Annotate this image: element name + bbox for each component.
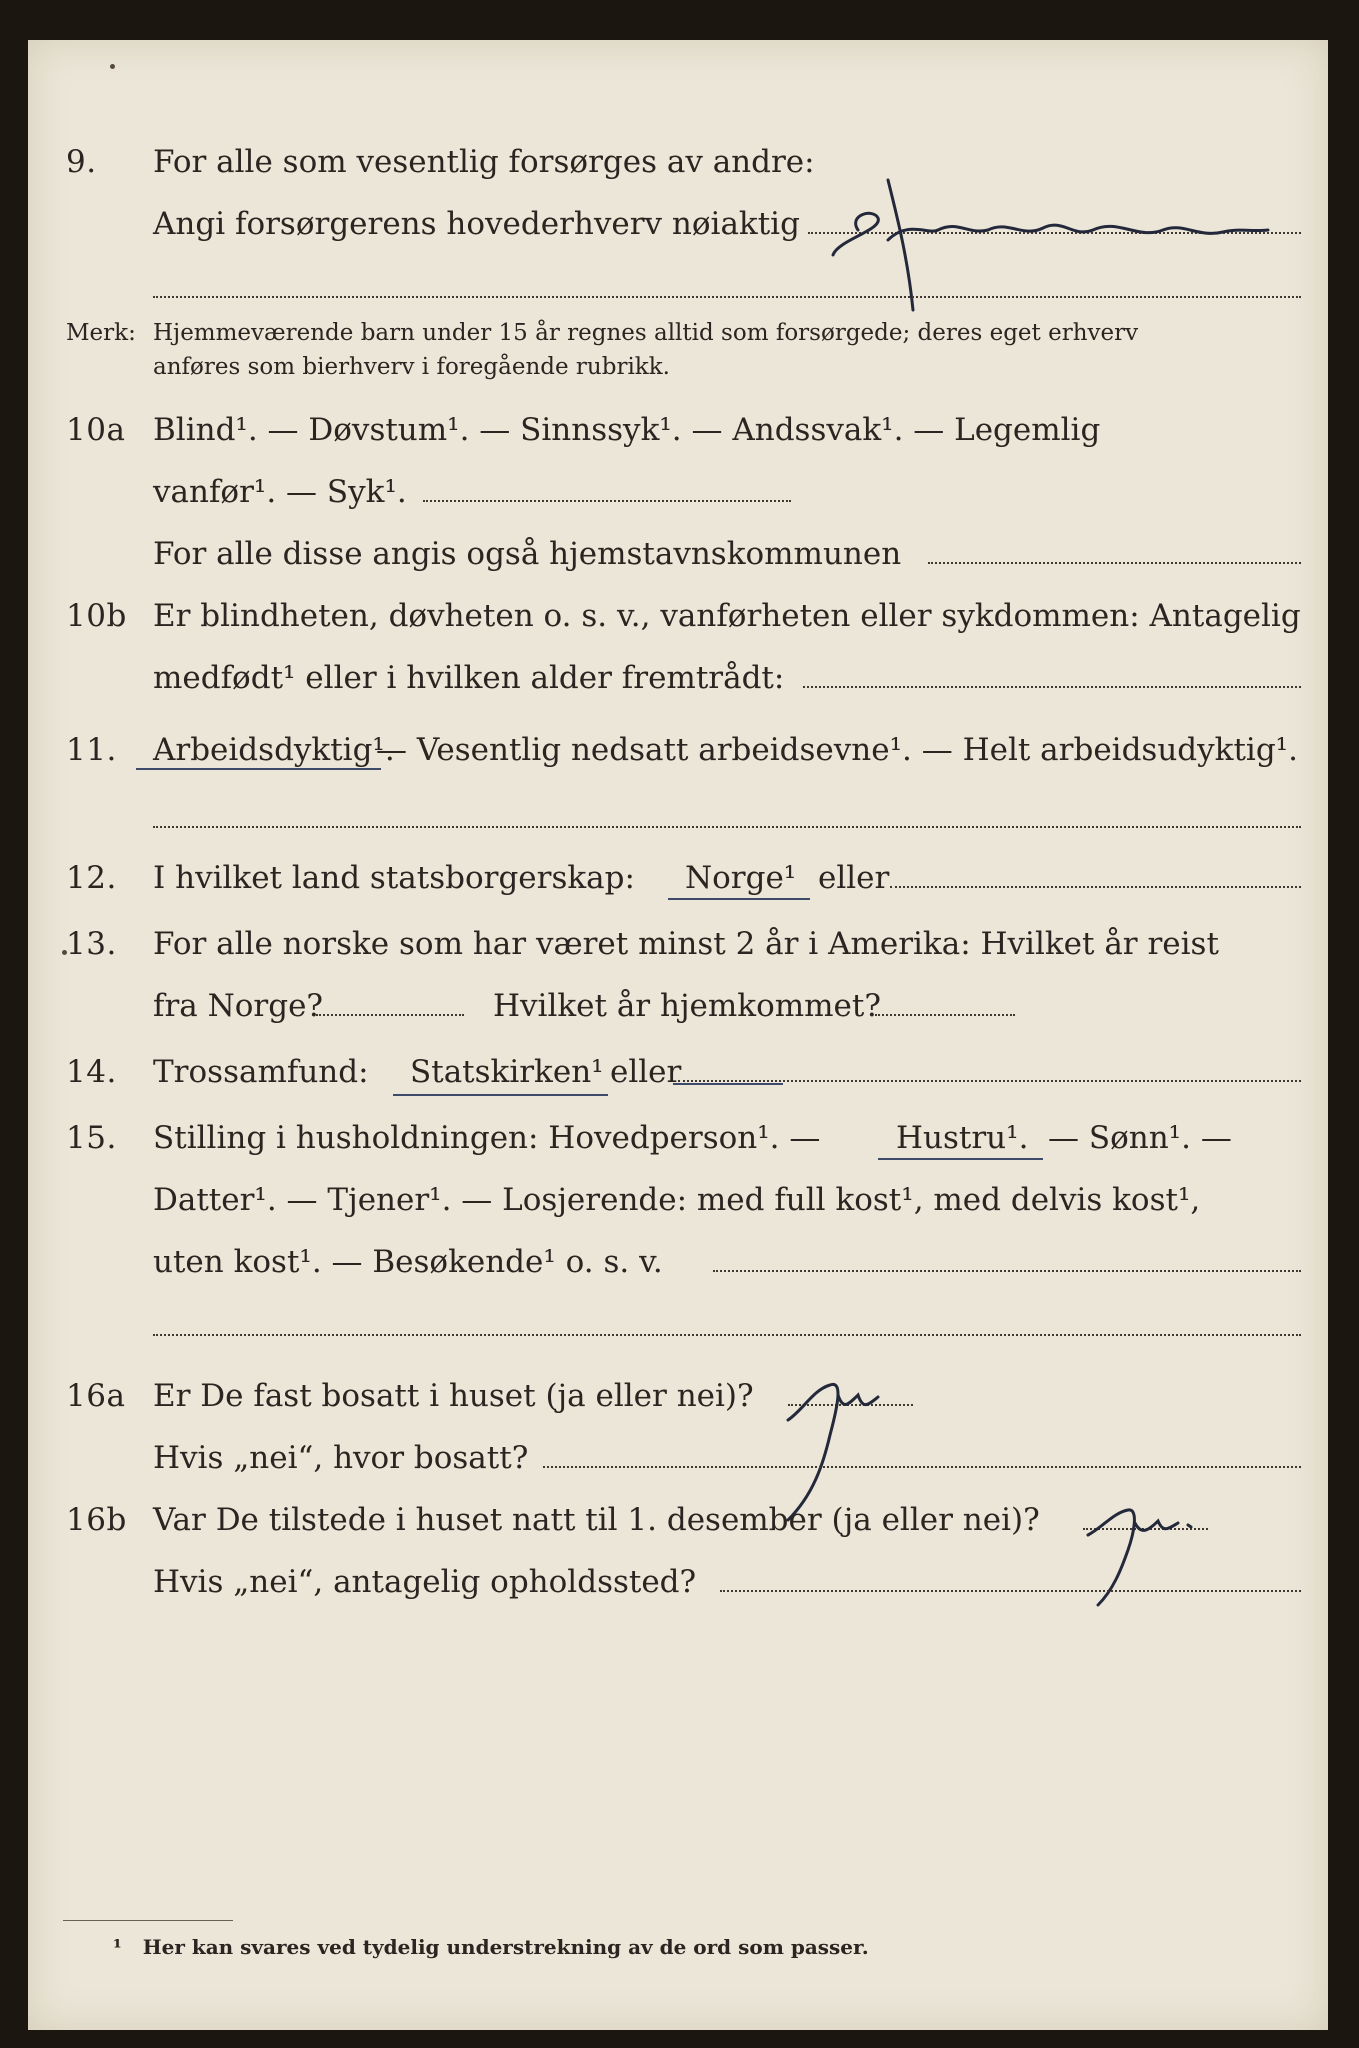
answer-line[interactable] xyxy=(928,558,1301,564)
question-text: vanfør¹. — Syk¹. xyxy=(153,474,407,510)
question-text: Er De fast bosatt i huset (ja eller nei)? xyxy=(153,1378,754,1414)
question-13-line-1 xyxy=(28,924,1328,964)
question-13-line-2 xyxy=(28,986,1328,1026)
question-number: 15. xyxy=(66,1120,117,1156)
question-15-line-1 xyxy=(28,1118,1328,1158)
question-text: Var De tilstede i huset natt til 1. desember (ja eller nei)? xyxy=(153,1502,1040,1538)
question-number: 10a xyxy=(66,412,126,448)
option-norge[interactable]: Norge¹ xyxy=(685,860,797,896)
underline-mark xyxy=(393,1094,608,1096)
answer-line[interactable] xyxy=(875,1010,1015,1016)
answer-line[interactable] xyxy=(788,1400,913,1406)
question-number: 11. xyxy=(66,732,117,768)
question-text: For alle som vesentlig forsørges av andre: xyxy=(153,144,815,180)
underline-mark xyxy=(136,768,381,770)
footnote xyxy=(113,1935,869,1959)
question-11 xyxy=(28,730,1328,770)
option-arbeidsdyktig[interactable]: Arbeidsdyktig¹. xyxy=(153,732,395,768)
question-14 xyxy=(28,1052,1328,1092)
answer-line[interactable] xyxy=(803,682,1301,688)
note-line-2 xyxy=(28,351,1328,391)
footnote-mark: ¹ xyxy=(113,1935,122,1959)
question-10a-line-2 xyxy=(28,472,1328,512)
answer-line[interactable] xyxy=(808,228,1301,234)
note-label: Merk: xyxy=(66,320,136,346)
census-form-page xyxy=(28,40,1328,2030)
question-10b-line-1 xyxy=(28,596,1328,636)
question-text: — Vesentlig nedsatt arbeidsevne¹. — Helt arbeidsudyktig¹. xyxy=(376,732,1298,768)
question-15-line-2 xyxy=(28,1180,1328,1220)
answer-line[interactable] xyxy=(720,1586,1301,1592)
option-hustru[interactable]: Hustru¹. xyxy=(896,1120,1029,1156)
question-text: Er blindheten, døvheten o. s. v., vanførheten eller sykdommen: Antagelig xyxy=(153,598,1301,634)
question-text: Blind¹. — Døvstum¹. — Sinnssyk¹. — Andssvak¹. — Legemlig xyxy=(153,412,1101,448)
question-number: 13. xyxy=(66,926,117,962)
question-text: I hvilket land statsborgerskap: xyxy=(153,860,635,896)
question-9-line-1 xyxy=(28,142,1328,182)
question-number: 16b xyxy=(66,1502,127,1538)
question-10b-line-2 xyxy=(28,658,1328,698)
answer-line[interactable] xyxy=(890,882,1301,888)
question-12 xyxy=(28,858,1328,898)
question-10a-line-3 xyxy=(28,534,1328,574)
question-number: 14. xyxy=(66,1054,117,1090)
underline-mark xyxy=(878,1158,1043,1160)
question-10a-line-1 xyxy=(28,410,1328,450)
answer-line[interactable] xyxy=(1083,1524,1208,1530)
answer-line[interactable] xyxy=(713,1266,1301,1272)
question-text: For alle disse angis også hjemstavnskommunen xyxy=(153,536,902,572)
question-16a-line-2 xyxy=(28,1438,1328,1478)
question-number: 9. xyxy=(66,144,97,180)
footnote-text: Her kan svares ved tydelig understrekning av de ord som passer. xyxy=(142,1935,869,1959)
question-number: 16a xyxy=(66,1378,126,1414)
question-text: Stilling i husholdningen: Hovedperson¹. — xyxy=(153,1120,821,1156)
question-text: Hvilket år hjemkommet? xyxy=(493,988,881,1024)
question-16b-line-2 xyxy=(28,1562,1328,1602)
question-text: Datter¹. — Tjener¹. — Losjerende: med full kost¹, med delvis kost¹, xyxy=(153,1182,1201,1218)
dotted-rule xyxy=(153,1334,1301,1336)
question-text: Hvis „nei“, antagelig opholdssted? xyxy=(153,1564,697,1600)
question-15-line-3 xyxy=(28,1242,1328,1282)
answer-line[interactable] xyxy=(316,1010,464,1016)
dotted-rule xyxy=(153,296,1301,298)
option-statskirken[interactable]: Statskirken¹ xyxy=(410,1054,604,1090)
question-16b-line-1 xyxy=(28,1500,1328,1540)
underline-mark xyxy=(668,898,810,900)
question-text: uten kost¹. — Besøkende¹ o. s. v. xyxy=(153,1244,663,1280)
question-text: — Sønn¹. — xyxy=(1048,1120,1232,1156)
note-text: anføres som bierhverv i foregående rubrikk. xyxy=(153,354,670,380)
footnote-rule xyxy=(63,1920,233,1921)
question-number: 10b xyxy=(66,598,127,634)
question-text: For alle norske som har været minst 2 år i Amerika: Hvilket år reist xyxy=(153,926,1219,962)
question-text: Trossamfund: xyxy=(153,1054,369,1090)
question-text: Angi forsørgerens hovederhverv nøiaktig xyxy=(153,206,800,242)
question-text: Hvis „nei“, hvor bosatt? xyxy=(153,1440,529,1476)
question-text: fra Norge? xyxy=(153,988,324,1024)
answer-line[interactable] xyxy=(678,1076,1301,1082)
corner-mark xyxy=(110,64,115,69)
dotted-rule xyxy=(153,826,1301,828)
question-number: 12. xyxy=(66,860,117,896)
question-text: eller xyxy=(818,860,890,896)
answer-line[interactable] xyxy=(543,1462,1301,1468)
underline-mark xyxy=(673,1083,783,1085)
answer-line[interactable] xyxy=(423,496,791,502)
question-9-line-2 xyxy=(28,204,1328,244)
note-text: Hjemmeværende barn under 15 år regnes alltid som forsørgede; deres eget erhverv xyxy=(153,320,1139,346)
question-16a-line-1 xyxy=(28,1376,1328,1416)
question-text: eller xyxy=(610,1054,682,1090)
question-text: medfødt¹ eller i hvilken alder fremtrådt: xyxy=(153,660,785,696)
